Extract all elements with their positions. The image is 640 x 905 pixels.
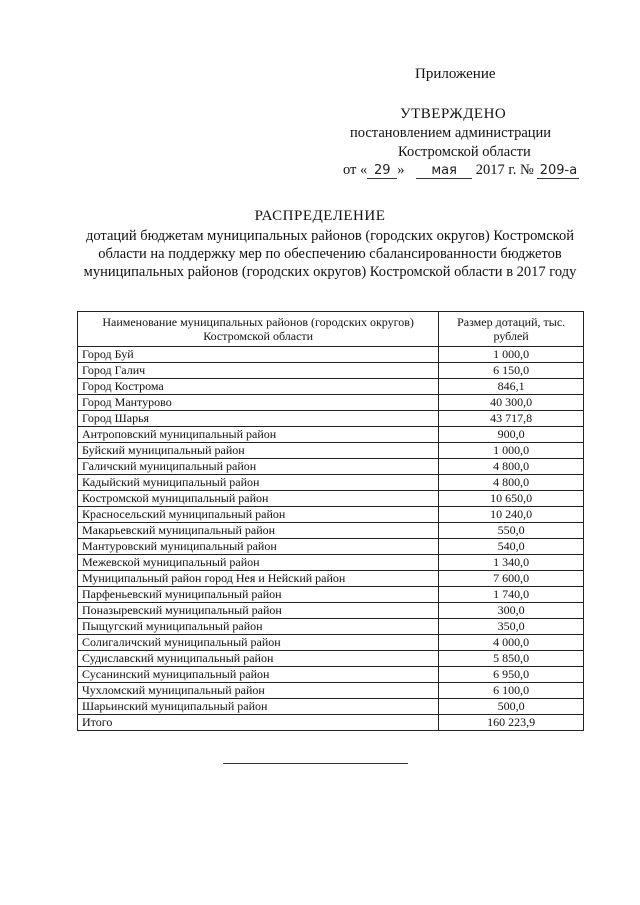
row-name: Костромской муниципальный район — [78, 491, 439, 507]
row-name: Буйский муниципальный район — [78, 443, 439, 459]
date-year: 2017 г. № — [475, 162, 534, 178]
appendix-label: Приложение — [415, 66, 496, 82]
row-name: Чухломский муниципальный район — [78, 683, 439, 699]
document-title: РАСПРЕДЕЛЕНИЕ — [254, 208, 386, 224]
table-row — [78, 363, 584, 379]
table-row — [78, 539, 584, 555]
table-row — [78, 603, 584, 619]
row-amount: 1 000,0 — [439, 443, 584, 459]
approved-by-line-1: постановлением администрации — [350, 125, 552, 141]
table-row — [78, 395, 584, 411]
date-month-handwritten: мая — [416, 163, 472, 179]
row-amount: 900,0 — [439, 427, 584, 443]
row-name: Красносельский муниципальный район — [78, 507, 439, 523]
row-amount: 40 300,0 — [439, 395, 584, 411]
table-row — [78, 571, 584, 587]
table-row — [78, 683, 584, 699]
row-amount: 160 223,9 — [439, 715, 584, 731]
row-amount: 6 950,0 — [439, 667, 584, 683]
row-amount: 1 000,0 — [439, 347, 584, 363]
table-row — [78, 459, 584, 475]
row-name: Парфеньевский муниципальный район — [78, 587, 439, 603]
row-amount: 10 240,0 — [439, 507, 584, 523]
row-amount: 4 800,0 — [439, 475, 584, 491]
row-name: Город Кострома — [78, 379, 439, 395]
row-name: Галичский муниципальный район — [78, 459, 439, 475]
row-amount: 500,0 — [439, 699, 584, 715]
table-row — [78, 667, 584, 683]
row-name: Кадыйский муниципальный район — [78, 475, 439, 491]
closing-line — [223, 763, 408, 764]
table-row — [78, 427, 584, 443]
table-row — [78, 347, 584, 363]
row-amount: 4 800,0 — [439, 459, 584, 475]
table-row — [78, 491, 584, 507]
row-name: Муниципальный район город Нея и Нейский район — [78, 571, 439, 587]
date-prefix: от « — [343, 162, 368, 178]
row-amount: 300,0 — [439, 603, 584, 619]
decree-number-handwritten: 209-а — [537, 163, 579, 179]
row-amount: 1 740,0 — [439, 587, 584, 603]
column-header-amount: Размер дотаций, тыс. рублей — [439, 312, 584, 347]
row-amount: 540,0 — [439, 539, 584, 555]
table-header-row — [78, 312, 584, 347]
row-name: Город Шарья — [78, 411, 439, 427]
row-name: Макарьевский муниципальный район — [78, 523, 439, 539]
table-row — [78, 443, 584, 459]
row-name: Пыщугский муниципальный район — [78, 619, 439, 635]
table-row — [78, 651, 584, 667]
row-name: Город Буй — [78, 347, 439, 363]
row-name: Антроповский муниципальный район — [78, 427, 439, 443]
row-amount: 4 000,0 — [439, 635, 584, 651]
row-amount: 350,0 — [439, 619, 584, 635]
column-header-name: Наименование муниципальных районов (городских округов) Костромской области — [78, 312, 439, 347]
row-name: Сусанинский муниципальный район — [78, 667, 439, 683]
table-row — [78, 555, 584, 571]
row-name: Город Мантурово — [78, 395, 439, 411]
row-amount: 43 717,8 — [439, 411, 584, 427]
row-amount: 10 650,0 — [439, 491, 584, 507]
table-row — [78, 475, 584, 491]
row-amount: 550,0 — [439, 523, 584, 539]
approval-date-line — [343, 162, 579, 179]
approved-label: УТВЕРЖДЕНО — [400, 106, 507, 122]
row-amount: 6 100,0 — [439, 683, 584, 699]
table-row — [78, 619, 584, 635]
row-name: Мантуровский муниципальный район — [78, 539, 439, 555]
row-name: Город Галич — [78, 363, 439, 379]
row-name: Поназыревский муниципальный район — [78, 603, 439, 619]
row-amount: 846,1 — [439, 379, 584, 395]
date-mid: » — [397, 162, 405, 178]
row-amount: 6 150,0 — [439, 363, 584, 379]
table-row — [78, 411, 584, 427]
row-name: Судиславский муниципальный район — [78, 651, 439, 667]
row-name: Итого — [78, 715, 439, 731]
table-row — [78, 507, 584, 523]
date-day-handwritten: 29 — [367, 163, 397, 179]
row-amount: 1 340,0 — [439, 555, 584, 571]
table-row — [78, 635, 584, 651]
table-total-row — [78, 715, 584, 731]
table-row — [78, 379, 584, 395]
table-row — [78, 699, 584, 715]
table-row — [78, 587, 584, 603]
row-name: Солигаличский муниципальный район — [78, 635, 439, 651]
distribution-table — [77, 311, 584, 731]
row-name: Шарьинский муниципальный район — [78, 699, 439, 715]
row-amount: 5 850,0 — [439, 651, 584, 667]
approved-by-line-2: Костромской области — [398, 144, 531, 160]
document-subtitle: дотаций бюджетам муниципальных районов (городских округов) Костромской области на поддержку мер по обеспечению сбалансированности бюджетов муниципальных районов (городских округов) Костромской области в 2017 году — [83, 228, 577, 280]
row-name: Межевской муниципальный район — [78, 555, 439, 571]
table-row — [78, 523, 584, 539]
row-amount: 7 600,0 — [439, 571, 584, 587]
